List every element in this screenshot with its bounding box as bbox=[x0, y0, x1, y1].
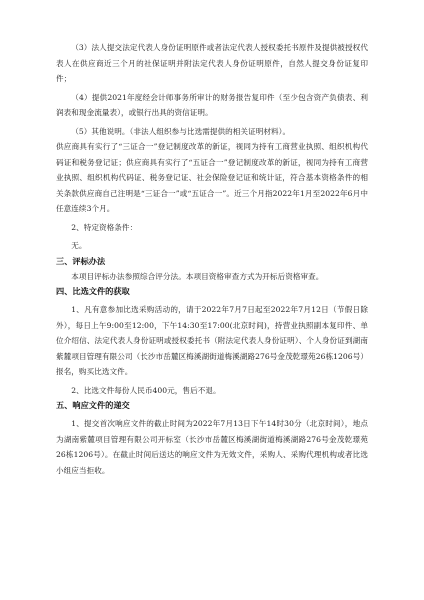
section-5-item-1: 1、提交首次响应文件的截止时间为2022年7月13日下午14时30分（北京时间），地点为湖南紫麓项目管理有限公司开标室（长沙市岳麓区梅溪湖街道梅溪湖路276号金茂乾璟苑26栋1206号）。在截止时间后送达的响应文件为无效文件，采购人、采购代理机构或者比选小组应当拒收。 bbox=[56, 419, 368, 475]
qualification-note: 供应商具有实行了“三证合一”登记制度改革的新证，视同为持有工商营业执照、组织机构代码证和税务登记证；供应商具有实行了“五证合一”登记制度改革的新证，视同为持有工商营业执照、组织机构代码证、税务登记证、社会保险登记证和统计证，符合基本资格条件的相关条款供应商自己注明是“三证合一”或“五证合一”。近三个月指2022年1月至2022年6月中任意连续3个月。 bbox=[56, 142, 368, 213]
section-4-item-2: 2、比选文件每份人民币400元，售后不退。 bbox=[71, 385, 221, 395]
special-qualification-title: 2、特定资格条件： bbox=[71, 222, 138, 232]
section-3-heading: 三、评标办法 bbox=[56, 255, 106, 266]
qualification-item-5: （5）其他说明。（非法人组织参与比选需提供的相关证明材料）。 bbox=[71, 126, 291, 136]
section-4-heading: 四、比选文件的获取 bbox=[56, 286, 130, 296]
special-qualification-value: 无。 bbox=[71, 241, 87, 250]
section-3-body: 本项目评标办法参照综合评分法。本项目资格审查方式为开标后资格审查。 bbox=[71, 271, 324, 281]
qualification-item-4: （4）提供2021年度经会计师事务所审计的财务报告复印件（至少包含资产负债表、利润表和现金流量表），或银行出具的资信证明。 bbox=[56, 92, 368, 117]
section-4-item-1: 1、凡有意参加比选采购活动的，请于2022年7月7日起至2022年7月12日（节假日除外），每日上午9:00至12:00，下午14:30至17:00(北京时间)，持营业执照副本复印件、单位介绍信、法定代表人身份证明或授权委托书（附法定代表人身份证明）、个人身份证到湖南紫麓项目管理有限公司（长沙市岳麓区梅溪湖街道梅溪湖路276号金茂乾璟苑26栋1206号）报名，购买比选文件。 bbox=[56, 305, 368, 376]
document-page bbox=[56, 40, 368, 478]
section-5-heading: 五、响应文件的递交 bbox=[56, 400, 130, 410]
qualification-item-3: （3）法人提交法定代表人身份证明原件或者法定代表人授权委托书原件及提供被授权代表人在供应商近三个月的社保证明并附法定代表人身份证明原件，自然人提交身份证复印件； bbox=[56, 43, 368, 83]
